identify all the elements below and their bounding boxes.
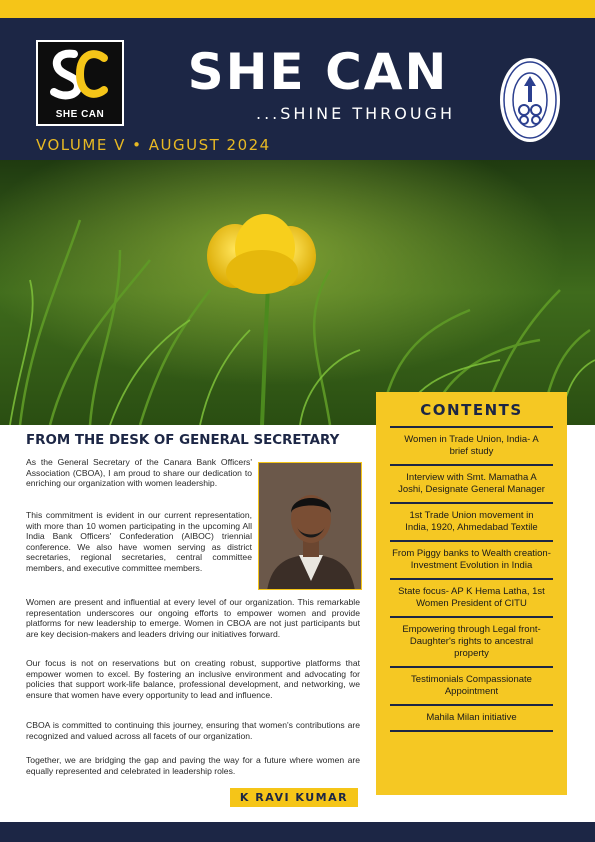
contents-item-5[interactable]: State focus- AP K Hema Latha, 1st Women President of CITU [390,578,553,616]
volume-date: VOLUME V • AUGUST 2024 [36,136,271,154]
article-paragraph-6: Together, we are bridging the gap and paving the way for a future where women are equally represented and celebrated in leadership roles. [26,755,360,776]
article-paragraph-3: Women are present and influential at every level of our organization. This remarkable representation underscores our ongoing efforts to empower women and provide platforms for new leadership to emerge. Women in CBOA are not just participants but are key decision-makers and leaders driving our initiatives forward. [26,597,360,639]
logo-caption: SHE CAN [55,109,105,120]
article-paragraph-1: As the General Secretary of the Canara Bank Officers' Association (CBOA), I am proud to share our dedication to enriching our organization with women leadership. [26,457,252,489]
article-paragraph-2: This commitment is evident in our current representation, with more than 10 women participating in the upcoming All India Bank Officers' Confederation (AIBOC) triennial conference. We also have women serving as district secretaries, regional secretaries, central committee members, and executive committee members. [26,510,252,573]
footer-bar [0,822,595,842]
yellow-flower-icon [0,160,595,425]
contents-item-2[interactable]: Interview with Smt. Mamatha A Joshi, Designate General Manager [390,464,553,502]
masthead-header [0,18,595,160]
contents-box [376,392,567,795]
person-photo-icon [259,463,362,590]
article-title: FROM THE DESK OF GENERAL SECRETARY [26,433,340,448]
newsletter-tagline: ...SHINE THROUGH [256,104,455,123]
cboa-emblem-icon [498,56,562,144]
contents-item-7[interactable]: Testimonials Compassionate Appointment [390,666,553,704]
general-secretary-portrait [258,462,362,590]
newsletter-title: SHE CAN [187,43,449,101]
contents-list [390,426,553,732]
contents-item-3[interactable]: 1st Trade Union movement in India, 1920, Ahmedabad Textile [390,502,553,540]
signature-name: K RAVI KUMAR [230,788,358,807]
contents-item-8[interactable]: Mahila Milan initiative [390,704,553,732]
she-can-logo [36,40,124,126]
cover-photo [0,160,595,425]
contents-title: CONTENTS [420,401,523,419]
article-paragraph-5: CBOA is committed to continuing this journey, ensuring that women's contributions are recognized and valued across all facets of our organization. [26,720,360,741]
contents-item-1[interactable]: Women in Trade Union, India- A brief study [390,426,553,464]
top-accent-strip [0,0,595,18]
article-paragraph-4: Our focus is not on reservations but on creating robust, supportive platforms that empower women to excel. By fostering an inclusive environment and advocating for policies that support work-life balance, professional development, and networking, we ensure that women have every opportunity to lead and influence. [26,658,360,700]
contents-item-6[interactable]: Empowering through Legal front- Daughter's rights to ancestral property [390,616,553,666]
contents-item-4[interactable]: From Piggy banks to Wealth creation- Investment Evolution in India [390,540,553,578]
